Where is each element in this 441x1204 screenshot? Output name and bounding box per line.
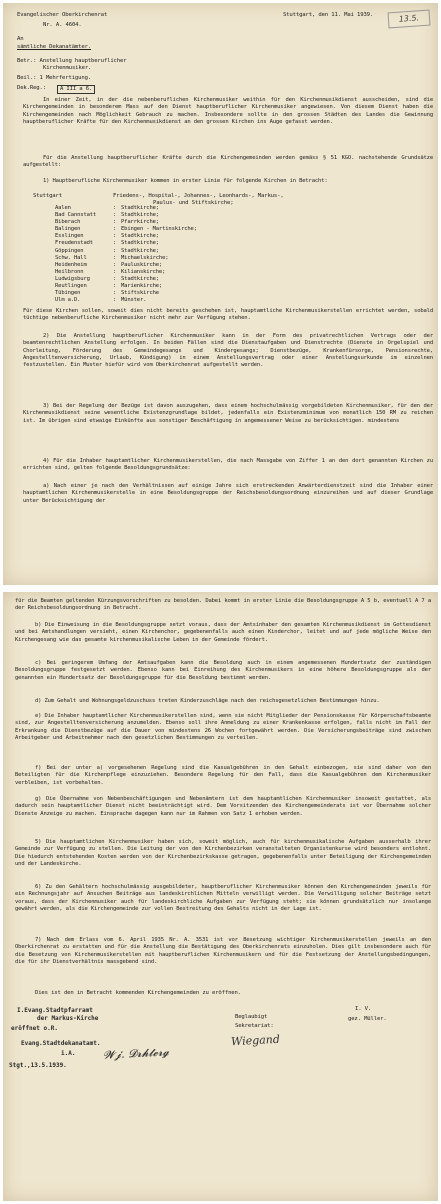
- church-name: Stadtkirche;: [121, 205, 159, 211]
- church-name: Stiftskirche: [121, 290, 159, 297]
- paragraph-b: b) Die Einweisung in die Besoldungsgruppe setzt voraus, dass der Amtsinhaber den gesamten Kirchenmusikdienst im Gottesdienst und bei Amtshandlungen versieht, einen Kirchenchor, gegebenenfalls auch einen Kinderchor, leitet und auf jede mögliche Weise den Kirchengesang wie das gesamte kirchenmusikalische Leben in der Gemeinde fördert.: [15, 622, 431, 643]
- city-row: [55, 283, 197, 290]
- city-name: Aalen: [55, 205, 71, 211]
- paragraph-6: 6) Zu den Gehältern hochschulmässig ausgebildeter, hauptberuflicher Kirchenmusiker können den Kirchengemeinden jeweils für ein Rechnungsjahr auf Ansuchen Beiträge aus landeskirchlichen Mitteln verwilligt werden. Die Verwilligung solcher Beiträge setzt voraus, dass der Kirchenmusiker auch für landeskirchliche Aufgaben zur Verfügung steht; sie können grundsätzlich nur insolange gewährt werden, als die Kirchengemeinde zur vollen Bestreitung des Gehalts nicht in der Lage ist.: [15, 884, 431, 912]
- church-name: Stadtkirche;: [121, 212, 159, 219]
- church-name: Marienkirche;: [121, 283, 163, 290]
- city-row: [55, 240, 197, 247]
- stuttgart-churches-1: Friedens-, Hospital-, Johannes-, Leonhards-, Markus-,: [113, 193, 284, 199]
- city-name: Reutlingen: [55, 283, 87, 290]
- item-3: 3) Bei der Regelung der Bezüge ist davon auszugehen, dass einem hochschulmässig vorgebildeten Kirchenmusiker, für den der Kirchenmusikdienst seine wesentliche Existenzgrundlage bildet, jedenfalls ein Existenzminimum von monatlich 150 RM zu reichen ist. Im übrigen sind etwaige Einkünfte aus sonstiger Beschäftigung in angemessener Weise zu berücksichtigen. mindestens: [23, 403, 433, 424]
- paragraph-d: d) Zum Gehalt und Wohnungsgeldzuschuss treten Kinderzuschläge nach den reichsgesetzlichen Bestimmungen hinzu.: [35, 698, 380, 704]
- iv-label: I. V.: [355, 1006, 372, 1012]
- separator: :: [113, 226, 117, 233]
- church-name: Michaelskirche;: [121, 254, 169, 261]
- document-page-2: [3, 592, 438, 1201]
- city-name: Ulm a.D.: [55, 297, 81, 304]
- paragraph-f: f) Bei der unter a) vorgesehenen Regelung sind die Kasualgebühren in den Gehalt einbezogen, sie sind daher von den Beteiligten für die Kirchenpflege einzuziehen. Besondere Regelung für den Fall, dass die Kasualgebühren dem Kirchenmusiker verbleiben, ist vorbehalten.: [15, 765, 431, 786]
- city-row: [55, 205, 197, 212]
- city-row: [55, 262, 197, 269]
- city-row: [55, 219, 197, 226]
- stamp-line-2: der Markus-Kirche: [37, 1015, 99, 1022]
- signed-name: gez. Müller.: [348, 1016, 387, 1022]
- item-2: 2) Die Anstellung hauptberuflicher Kirchenmusiker kann in der Form des privatrechtlichen Vertrags oder der beamtenrechtlichen Anstellung erfolgen. In beiden Fällen sind die Dienstaufgaben und Dienstrechte (Dienste in Orgelspiel und Chorleitung, Förderung des Gemeindegesangs und Kindergesangs; Dienstbezüge, Krankenfürsorge, Pensionsrechte, Angestelltenversicherung, Urlaub, Kündigung) in einem Anstellungsvertrag oder einer Anstellungsurkunde im einzelnen festzustellen. Ein Muster hiefür wird vom Oberkirchenrat aufgestellt werden.: [23, 333, 433, 369]
- item-4-heading: 4) Für die Inhaber hauptamtlicher Kirchenmusikerstellen, die nach Massgabe von Ziffer 1 an den dort genannten Kirchen zu errichten sind, gelten folgende Besoldungsgrundsätze:: [23, 458, 433, 472]
- city-row: [55, 212, 197, 219]
- paragraph-c: c) Bei geringerem Umfang der Amtsaufgaben kann die Besoldung auch in einem angemessenen Hundertsatz der zuständigen Besoldungsgruppe festgesetzt werden. Ebenso kann bei Einreihung des Kirchenmusikers in eine höhere Besoldungsgruppe als der genannten ein Hundertsatz der Besoldungsgruppe für die Besoldung bestimmt werden.: [15, 660, 431, 681]
- registry-label: Dek.Reg.:: [17, 85, 46, 91]
- intro-paragraph-2: Für die Anstellung hauptberuflicher Kräfte durch die Kirchengemeinden werden gemäss § 51 KGO. nachstehende Grundsätze aufgestellt:: [23, 155, 433, 169]
- footer-place-date: Stgt.,13.5.1939.: [9, 1062, 67, 1069]
- separator: :: [113, 247, 117, 254]
- city-church-table: [55, 205, 197, 304]
- church-name: Stadtkirche;: [121, 275, 159, 282]
- attachment: Beil.: 1 Mehrfertigung.: [17, 75, 92, 81]
- opened-note: eröffnet o.R.: [11, 1025, 58, 1032]
- item-1-tail: Für diese Kirchen sollen, soweit dies nicht bereits geschehen ist, hauptamtliche Kirchenmusikerstellen errichtet werden, sobald tüchtige nebenberufliche Kirchenmusiker nicht mehr zur Verfügung stehen.: [23, 308, 433, 322]
- city-row: [55, 248, 197, 255]
- separator: :: [113, 275, 117, 282]
- subject-line-1: Betr.: Anstellung hauptberuflicher: [17, 58, 127, 64]
- city-name: Balingen: [55, 226, 81, 233]
- handwritten-signature: Wiegand: [230, 1032, 281, 1049]
- place-date: Stuttgart, den 11. Mai 1939.: [283, 12, 374, 18]
- handwritten-signature-mark: 𝓦𝓳. 𝓓𝓻𝓱𝓽𝓮𝓻𝓰: [102, 1045, 170, 1062]
- church-name: Stadtkirche;: [121, 240, 159, 247]
- separator: :: [113, 283, 117, 290]
- separator: :: [113, 254, 117, 261]
- document-page-1: [3, 3, 438, 585]
- church-name: Münster.: [121, 297, 147, 304]
- to-label: An: [17, 36, 24, 42]
- separator: :: [113, 212, 117, 219]
- city-name: Freudenstadt: [55, 240, 93, 247]
- city-name: Tübingen: [55, 290, 81, 297]
- church-name: Stadtkirche;: [121, 247, 159, 254]
- city-stuttgart: Stuttgart: [33, 193, 62, 199]
- sender: Evangelischer Oberkirchenrat: [17, 12, 108, 18]
- addressee: sämtliche Dekanatämter.: [17, 44, 92, 50]
- item-4a: a) Nach einer je nach den Verhältnissen auf einige Jahre sich erstreckenden Anwärterdienstzeit sind die Inhaber einer hauptamtlichen Kirchenmusikerstelle in eine Besoldungsgruppe der Reichsbesoldungsordnung einzureihen und auf dieser Grundlage unter Berücksichtigung der: [23, 483, 433, 504]
- paragraph-7: 7) Nach dem Erlass vom 6. April 1935 Nr. A. 3531 ist vor Besetzung wichtiger Kirchenmusikerstellen jeweils an den Oberkirchenrat zu erstatten und für die Anstellung die Bestätigung des Oberkirchenrats einzuholen. Dies gilt insbesondere auch für die Besetzung von Kirchenmusikerstellen mit hauptberuflichen Kirchenmusikern und für die Festsetzung der Anstellungsbedingungen, die für ihr Dienstverhältnis massgebend sind.: [15, 937, 431, 965]
- subject-line-2: Kirchenmusiker.: [43, 65, 92, 71]
- received-stamp: 13.5.: [387, 10, 430, 29]
- city-row: [55, 226, 197, 233]
- stamp-line-3: Evang.Stadtdekanatamt.: [21, 1040, 101, 1047]
- separator: :: [113, 297, 117, 304]
- secretariat-label: Sekretariat:: [235, 1023, 274, 1029]
- separator: :: [113, 219, 117, 226]
- separator: :: [113, 290, 117, 297]
- city-row: [55, 276, 197, 283]
- church-name: Kilianskirche;: [121, 268, 166, 275]
- certified-label: Beglaubigt: [235, 1014, 268, 1020]
- reference-number: Nr. A. 4604.: [43, 22, 82, 28]
- paragraph-g: g) Die Übernahme von Nebenbeschäftigungen und Nebenämtern ist dem hauptamtlichen Kirchenmusiker insoweit gestattet, als dadurch sein hauptamtlicher Dienst nicht beeinträchtigt wird. Dem Vorsitzenden des Kirchengemeinderats ist vor Übernahme solcher Dienste Anzeige zu machen. Einsprache dagegen kann nur im Rahmen von Satz 1 erhoben werden.: [15, 796, 431, 817]
- city-name: Heilbronn: [55, 268, 84, 275]
- church-name: Pauluskirche;: [121, 261, 163, 268]
- city-name: Göppingen: [55, 247, 84, 254]
- city-row: [55, 255, 197, 262]
- paragraph-continuation: für die Beamten geltenden Kürzungsvorschriften zu besolden. Dabei kommt in erster Linie die Besoldungsgruppe A 5 b, eventuell A 7 a der Reichsbesoldungsordnung in Betracht.: [15, 598, 431, 612]
- city-row: [55, 290, 197, 297]
- on-behalf-note: i.A.: [61, 1050, 76, 1057]
- intro-paragraph: In einer Zeit, in der die nebenberuflichen Kirchenmusiker weithin für den Kirchenmusikdienst ausscheiden, sind die Kirchengemeinden in besonderem Mass auf den Dienst hauptberuflicher Kirchenmusiker angewiesen. Von diesem Dienst haben die Kirchengemeinden nach Möglichkeit Gebrauch zu machen. Insbesondere sollte in den grossen Städten des Landes die Gewinnung hauptberuflicher Kräfte für den Kirchenmusikdienst an den grossen Kirchen ins Auge gefasst werden.: [23, 97, 433, 125]
- paragraph-e: e) Die Inhaber hauptamtlicher Kirchenmusikerstellen sind, wenn sie nicht Mitglieder der Pensionskasse für Körperschaftsbeamte sind, zur Angestelltenversicherung anzumelden. Ebenso soll ihre Anmeldung zu einer Krankenkasse erfolgen, falls nicht im Fall der Erkrankung die Dienstbezüge auf die Dauer von mindestens 26 Wochen fortgewährt werden. Die Versicherungsbeiträge sind zwischen Arbeitgeber und Arbeitnehmer nach den gesetzlichen Bestimmungen zu verteilen.: [15, 713, 431, 741]
- city-name: Esslingen: [55, 233, 84, 240]
- separator: :: [113, 261, 117, 268]
- city-row: [55, 297, 197, 304]
- closing-line: Dies ist den in Betracht kommenden Kirchengemeinden zu eröffnen.: [35, 990, 241, 996]
- city-row: [55, 269, 197, 276]
- separator: :: [113, 205, 117, 211]
- city-name: Heidenheim: [55, 261, 87, 268]
- separator: :: [113, 268, 117, 275]
- church-name: Stadtkirche;: [121, 233, 159, 240]
- church-name: Ebingen - Martinskirche;: [121, 226, 197, 233]
- separator: :: [113, 233, 117, 240]
- city-name: Biberach: [55, 219, 81, 226]
- paragraph-5: 5) Die hauptamtlichen Kirchenmusiker haben sich, soweit möglich, auch für kirchenmusikalische Aufgaben ausserhalb ihrer Gemeinde zur Verfügung zu stellen. Die Leitung der von den Kirchenbezirken veranstalteten Organistenkurse wird besonders entlohnt. Die hiedurch entstehenden Kosten werden von der Kirchenbezirkskasse getragen, gegebenenfalls unter Beteiligung der Kirchengemeinden und der Landeskirche.: [15, 839, 431, 867]
- city-row: [55, 233, 197, 240]
- item-1-heading: 1) Hauptberufliche Kirchenmusiker kommen in erster Linie für folgende Kirchen in Betracht:: [43, 178, 328, 184]
- city-name: Schw. Hall: [55, 254, 87, 261]
- stuttgart-churches-2: Paulus- und Stiftskirche;: [153, 200, 234, 206]
- city-name: Ludwigsburg: [55, 275, 90, 282]
- stamp-line-1: I.Evang.Stadtpfarramt: [17, 1007, 93, 1014]
- registry-value: A III a 6.: [57, 85, 95, 94]
- church-name: Pfarrkirche;: [121, 219, 159, 226]
- separator: :: [113, 240, 117, 247]
- city-name: Bad Cannstatt: [55, 212, 97, 219]
